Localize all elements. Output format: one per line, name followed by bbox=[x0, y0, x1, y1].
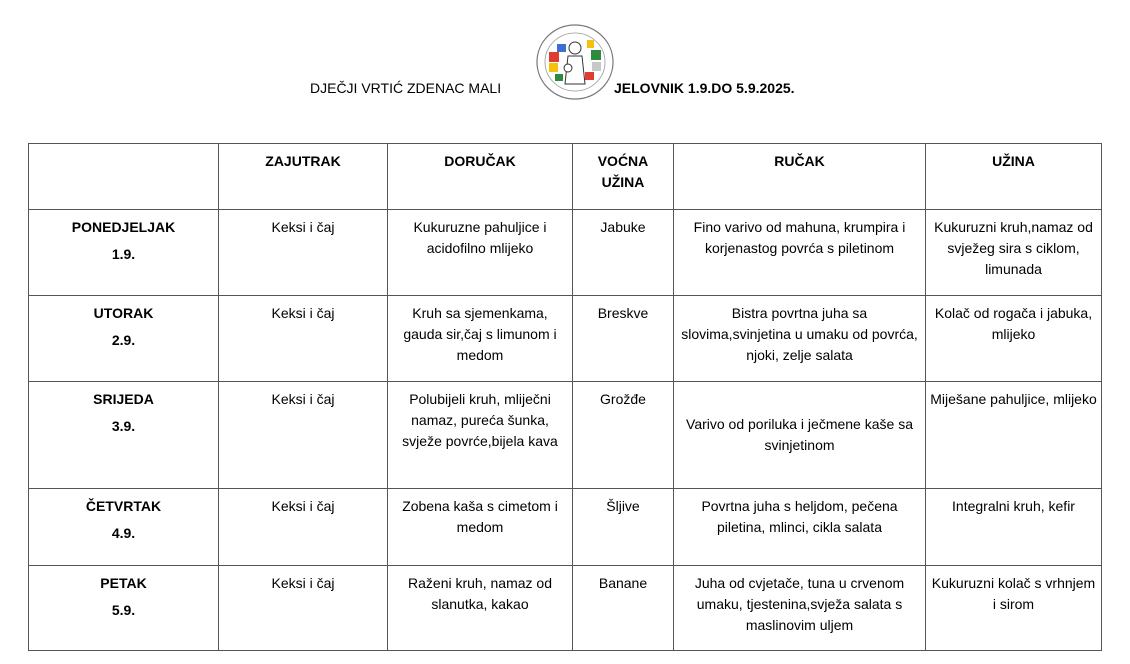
rucak-cell: Povrtna juha s heljdom, pečena piletina, mlinci, cikla salata bbox=[674, 489, 926, 566]
day-cell bbox=[29, 296, 219, 382]
day-name: UTORAK bbox=[93, 305, 154, 321]
table-row bbox=[29, 566, 1102, 651]
rucak-cell: Varivo od poriluka i ječmene kaše sa svinjetinom bbox=[674, 382, 926, 489]
day-cell bbox=[29, 489, 219, 566]
vocna-cell: Banane bbox=[573, 566, 674, 651]
zajutrak-cell: Keksi i čaj bbox=[219, 489, 388, 566]
day-date: 3.9. bbox=[111, 418, 136, 434]
header-dorucak: DORUČAK bbox=[388, 144, 573, 210]
kindergarten-name: DJEČJI VRTIĆ ZDENAC MALI bbox=[310, 80, 502, 96]
day-name: PONEDJELJAK bbox=[71, 219, 176, 235]
rucak-cell: Fino varivo od mahuna, krumpira i korjenastog povrća s piletinom bbox=[674, 210, 926, 296]
header-vocna-uzina: VOĆNA UŽINA bbox=[573, 144, 674, 210]
header-empty bbox=[29, 144, 219, 210]
uzina-cell: Miješane pahuljice, mlijeko bbox=[926, 382, 1102, 489]
table-row bbox=[29, 489, 1102, 566]
vocna-cell: Grožđe bbox=[573, 382, 674, 489]
vocna-cell: Breskve bbox=[573, 296, 674, 382]
menu-title: JELOVNIK 1.9.DO 5.9.2025. bbox=[614, 80, 795, 96]
table-row bbox=[29, 210, 1102, 296]
vocna-cell: Šljive bbox=[573, 489, 674, 566]
day-date: 1.9. bbox=[111, 246, 136, 262]
zajutrak-cell: Keksi i čaj bbox=[219, 566, 388, 651]
zajutrak-cell: Keksi i čaj bbox=[219, 210, 388, 296]
dorucak-cell: Zobena kaša s cimetom i medom bbox=[388, 489, 573, 566]
day-cell bbox=[29, 382, 219, 489]
day-name: SRIJEDA bbox=[93, 391, 154, 407]
day-name: ČETVRTAK bbox=[85, 498, 162, 514]
dorucak-cell: Kruh sa sjemenkama, gauda sir,čaj s limunom i medom bbox=[388, 296, 573, 382]
zajutrak-cell: Keksi i čaj bbox=[219, 296, 388, 382]
day-cell bbox=[29, 210, 219, 296]
day-date: 2.9. bbox=[111, 332, 136, 348]
day-name: PETAK bbox=[100, 575, 147, 591]
kindergarten-logo bbox=[535, 22, 615, 102]
dorucak-cell: Kukuruzne pahuljice i acidofilno mlijeko bbox=[388, 210, 573, 296]
dorucak-cell: Raženi kruh, namaz od slanutka, kakao bbox=[388, 566, 573, 651]
table-row bbox=[29, 382, 1102, 489]
header-rucak: RUČAK bbox=[674, 144, 926, 210]
uzina-cell: Kukuruzni kolač s vrhnjem i sirom bbox=[926, 566, 1102, 651]
uzina-cell: Kolač od rogača i jabuka, mlijeko bbox=[926, 296, 1102, 382]
weekly-menu-table bbox=[28, 143, 1102, 651]
zajutrak-cell: Keksi i čaj bbox=[219, 382, 388, 489]
table-row bbox=[29, 296, 1102, 382]
dorucak-cell: Polubijeli kruh, mliječni namaz, pureća šunka, svježe povrće,bijela kava bbox=[388, 382, 573, 489]
uzina-cell: Kukuruzni kruh,namaz od svježeg sira s ciklom, limunada bbox=[926, 210, 1102, 296]
day-date: 5.9. bbox=[111, 602, 136, 618]
day-cell bbox=[29, 566, 219, 651]
header-zajutrak: ZAJUTRAK bbox=[219, 144, 388, 210]
header-uzina: UŽINA bbox=[926, 144, 1102, 210]
header-row bbox=[29, 144, 1102, 210]
day-date: 4.9. bbox=[111, 525, 136, 541]
rucak-cell: Bistra povrtna juha sa slovima,svinjetina u umaku od povrća, njoki, zelje salata bbox=[674, 296, 926, 382]
rucak-cell: Juha od cvjetače, tuna u crvenom umaku, tjestenina,svježa salata s maslinovim uljem bbox=[674, 566, 926, 651]
vocna-cell: Jabuke bbox=[573, 210, 674, 296]
uzina-cell: Integralni kruh, kefir bbox=[926, 489, 1102, 566]
